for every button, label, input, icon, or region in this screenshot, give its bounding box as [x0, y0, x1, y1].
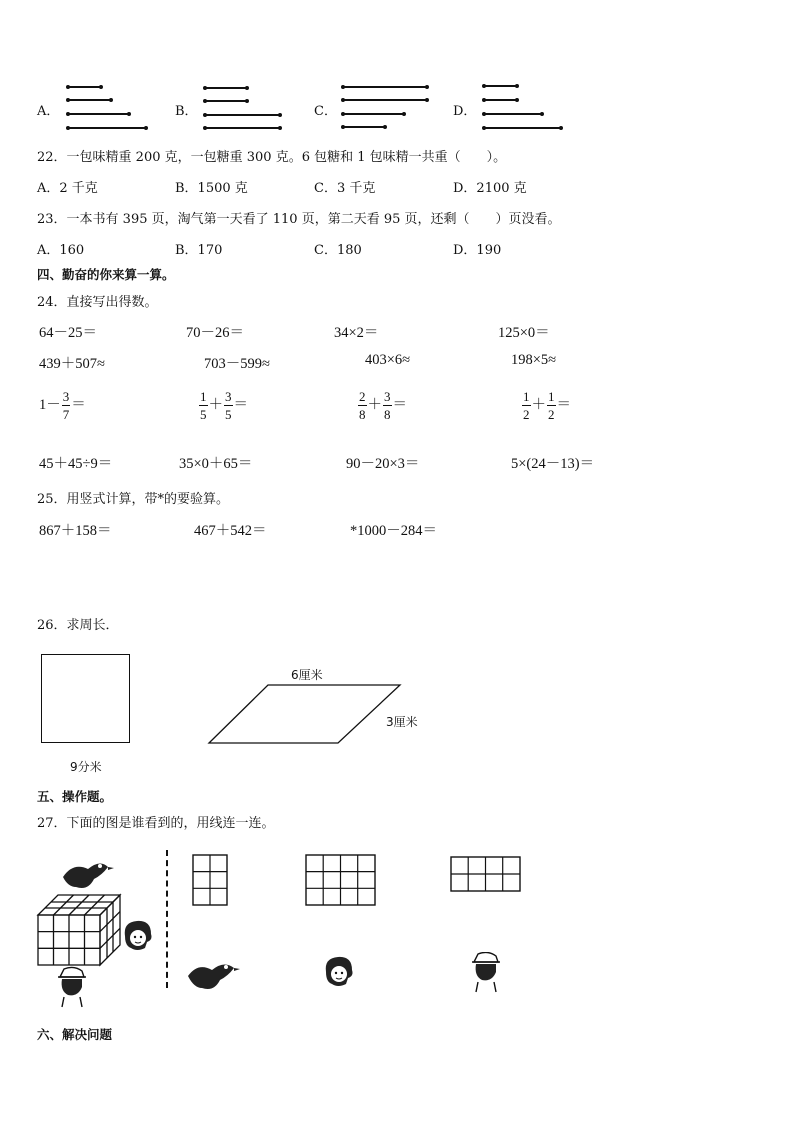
- q26-stem: 26．求周长．: [37, 618, 119, 633]
- section-6-heading: 六、解决问题: [37, 1027, 113, 1042]
- parallelogram-top-label: 6厘米: [291, 668, 323, 682]
- square-side-label: 9分米: [70, 760, 102, 774]
- divider-line: [166, 850, 168, 988]
- bird-icon[interactable]: [184, 958, 242, 994]
- q22-stem: 22．一包味精重 200 克，一包糖重 300 克。6 包糖和 1 包味精一共重（ ）。: [37, 150, 507, 165]
- q23-option-b[interactable]: B．170: [175, 243, 223, 258]
- girl-icon[interactable]: [324, 956, 358, 994]
- q24-r2-expr: 403×6≈: [365, 352, 411, 368]
- q22-option-c[interactable]: C．3 千克: [314, 181, 376, 196]
- q24-r4-expr: 90－20×3＝: [346, 456, 420, 472]
- q21-option-a-label: A．: [37, 104, 60, 119]
- view-1-grid: [192, 854, 232, 906]
- square-figure: [41, 654, 130, 743]
- q24-r1-expr: 34×2＝: [334, 325, 379, 341]
- q23-option-c[interactable]: C．180: [314, 243, 362, 258]
- q24-r1-expr: 64－25＝: [39, 325, 97, 341]
- section-5-heading: 五、操作题。: [37, 789, 113, 804]
- q21-option-b-label: B．: [175, 104, 198, 119]
- boy-icon: [58, 967, 86, 1007]
- q24-r4-expr: 45＋45÷9＝: [39, 456, 113, 472]
- q24-r4-expr: 5×(24－13)＝: [511, 456, 595, 472]
- q24-r1-expr: 125×0＝: [498, 325, 550, 341]
- q21-option-d-label: D．: [453, 104, 477, 119]
- q24-r2-expr: 198×5≈: [511, 352, 557, 368]
- bird-icon: [63, 863, 114, 888]
- q24-r4-expr: 35×0＋65＝: [179, 456, 253, 472]
- q22-option-b[interactable]: B．1500 克: [175, 181, 248, 196]
- q23-option-a[interactable]: A．160: [37, 243, 85, 258]
- section-4-heading: 四、勤奋的你来算一算。: [37, 267, 175, 282]
- q24-r3-expr: $\frac{1}{2}$ ＋ $\frac{1}{2}$ ＝: [523, 389, 571, 422]
- q24-r1-expr: 70－26＝: [186, 325, 244, 341]
- q24-r3-expr: 1－ $\frac{3}{7}$ ＝: [39, 389, 86, 422]
- q24-r2-expr: 703－599≈: [204, 356, 270, 372]
- view-2-grid: [305, 854, 377, 906]
- q23-option-d[interactable]: D．190: [453, 243, 502, 258]
- parallelogram-side-label: 3厘米: [386, 715, 418, 729]
- q24-r3-expr: $\frac{1}{5}$ ＋ $\frac{3}{5}$ ＝: [200, 389, 248, 422]
- scene-figure: [28, 845, 178, 1010]
- q25-item: 467＋542＝: [194, 523, 267, 539]
- q22-option-d[interactable]: D．2100 克: [453, 181, 527, 196]
- q24-r3-expr: $\frac{2}{8}$ ＋ $\frac{3}{8}$ ＝: [359, 389, 407, 422]
- q21-option-c-label: C．: [314, 104, 337, 119]
- q23-stem: 23．一本书有 395 页，淘气第一天看了 110 页，第二天看 95 页，还剩（ ）页没看。: [37, 212, 561, 227]
- q24-stem: 24．直接写出得数。: [37, 295, 158, 310]
- girl-icon: [125, 921, 152, 950]
- q24-r2-expr: 439＋507≈: [39, 356, 105, 372]
- q25-stem: 25．用竖式计算，带*的要验算。: [37, 492, 230, 507]
- q27-stem: 27．下面的图是谁看到的，用线连一连。: [37, 816, 275, 831]
- view-3-grid: [450, 856, 522, 892]
- boy-icon[interactable]: [470, 952, 506, 996]
- q25-item: *1000－284＝: [350, 523, 437, 539]
- q22-option-a[interactable]: A．2 千克: [37, 181, 98, 196]
- parallelogram-figure: [205, 680, 405, 748]
- block-stack-icon: [38, 895, 120, 965]
- q25-item: 867＋158＝: [39, 523, 112, 539]
